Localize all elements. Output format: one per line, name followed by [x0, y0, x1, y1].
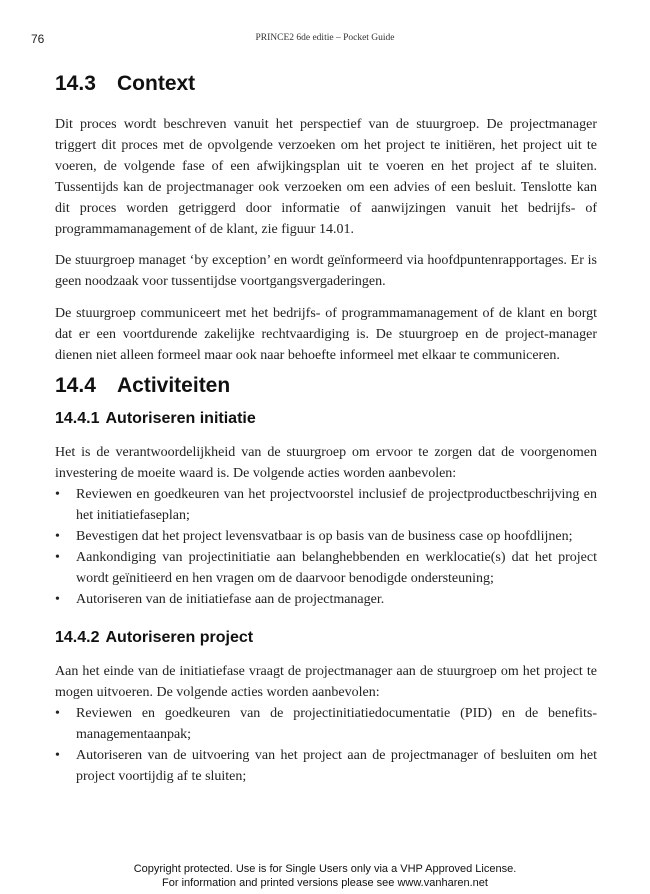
paragraph: De stuurgroep communiceert met het bedrijfs- of programmamanagement of de klant en borgt dat er een voortdurende zakelijke rechtvaardiging is. De stuurgroep en de project-manager dienen niet alleen formeel maar ook naar behoefte informeel met elkaar te communiceren. — [55, 306, 597, 363]
list-item-text: Reviewen en goedkeuren van het projectvoorstel inclusief de projectproductbeschrijving en het initiatiefaseplan; — [76, 487, 597, 523]
list-item — [55, 589, 597, 610]
subsection-number: 14.4.1 — [55, 410, 100, 427]
list-item — [55, 745, 597, 787]
list-item — [55, 484, 597, 526]
bullet-icon: • — [55, 592, 60, 607]
section-number: 14.3 — [55, 72, 96, 95]
paragraph: Het is de verantwoordelijkheid van de stuurgroep om ervoor te zorgen dat de voorgenomen investering de moeite waard is. De volgende acties worden aanbevolen: — [55, 445, 597, 481]
section-heading-activities — [55, 374, 597, 398]
subsection-number: 14.4.2 — [55, 629, 100, 646]
paragraph: Aan het einde van de initiatiefase vraagt de projectmanager aan de stuurgroep om het project te mogen uitvoeren. De volgende acties worden aanbevolen: — [55, 664, 597, 700]
page-content — [55, 72, 597, 787]
subsection-heading-initiation — [55, 410, 597, 428]
bullet-list — [55, 703, 597, 787]
bullet-icon: • — [55, 550, 60, 565]
list-item-text: Aankondiging van projectinitiatie aan belanghebbenden en werklocatie(s) dat het project wordt geïnitieerd en hen vragen om de daarvoor benodigde ondersteuning; — [76, 550, 597, 586]
bullet-icon: • — [55, 748, 60, 763]
section-number: 14.4 — [55, 374, 96, 397]
list-item-text: Autoriseren van de initiatiefase aan de projectmanager. — [76, 592, 385, 607]
section-title: Context — [117, 72, 196, 95]
copyright-footer — [0, 862, 650, 890]
subsection-title: Autoriseren project — [105, 629, 254, 646]
subsection-heading-project — [55, 629, 597, 647]
footer-line: For information and printed versions please see www.vanharen.net — [162, 877, 488, 889]
list-item — [55, 703, 597, 745]
section-heading-context — [55, 72, 597, 96]
footer-line: Copyright protected. Use is for Single Users only via a VHP Approved License. — [133, 863, 517, 875]
list-item-text: Reviewen en goedkeuren van de projectinitiatiedocumentatie (PID) en de benefits-managementaanpak; — [76, 706, 597, 742]
paragraph: De stuurgroep managet ‘by exception’ en wordt geïnformeerd via hoofdpuntenrapportages. Er is geen noodzaak voor tussentijdse voortgangsvergaderingen. — [55, 253, 597, 289]
page-number: 76 — [31, 32, 45, 46]
running-header: PRINCE2 6de editie – Pocket Guide — [255, 33, 395, 43]
list-item — [55, 547, 597, 589]
bullet-list — [55, 484, 597, 610]
list-item-text: Autoriseren van de uitvoering van het project aan de projectmanager of besluiten om het project voortijdig af te sluiten; — [76, 748, 597, 784]
subsection-title: Autoriseren initiatie — [105, 410, 256, 427]
list-item — [55, 526, 597, 547]
list-item-text: Bevestigen dat het project levensvatbaar is op basis van de business case op hoofdlijnen; — [76, 529, 573, 544]
bullet-icon: • — [55, 706, 60, 721]
bullet-icon: • — [55, 529, 60, 544]
bullet-icon: • — [55, 487, 60, 502]
paragraph: Dit proces wordt beschreven vanuit het perspectief van de stuurgroep. De projectmanager triggert dit proces met de opvolgende verzoeken om het project te initiëren, het project uit te voeren, de volgende fase of een afwijkingsplan uit te voeren en het project af te sluiten. Tussentijds kan de projectmanager ook verzoeken om een advies of een besluit. Tenslotte kan dit proces worden getriggerd door informatie of aanwijzingen vanuit het bedrijfs- of programmamanagement of de klant, zie figuur 14.01. — [55, 117, 597, 237]
section-title: Activiteiten — [117, 374, 231, 397]
